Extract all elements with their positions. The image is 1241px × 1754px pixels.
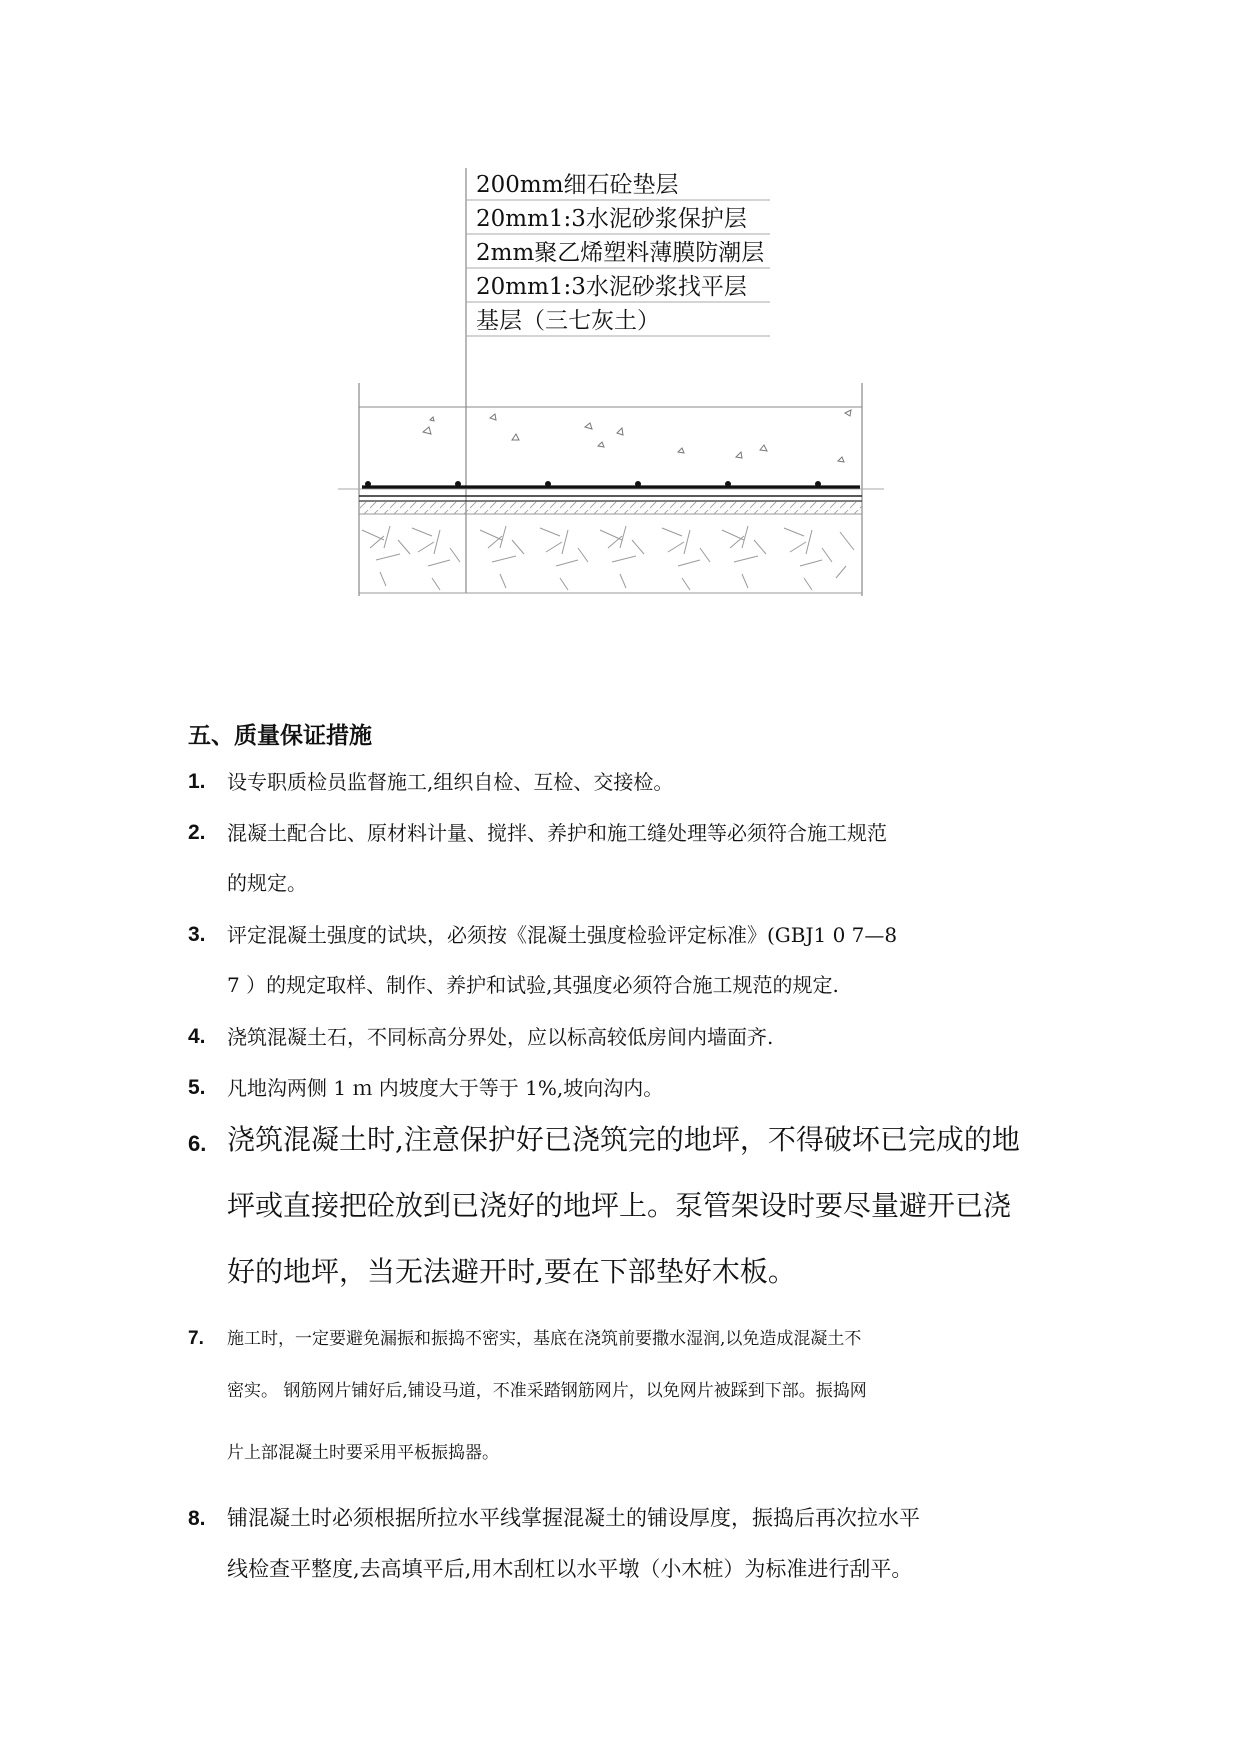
layer-label-1: 200mm细石砼垫层 bbox=[476, 172, 679, 198]
item-line: 坪或直接把砼放到已浇好的地坪上。泵管架设时要尽量避开已浇 bbox=[227, 1189, 1012, 1222]
list-item-8 bbox=[188, 1493, 1068, 1595]
layer-label-4: 20mm1:3水泥砂浆找平层 bbox=[476, 274, 747, 300]
item-line: 设专职质检员监督施工,组织自检、互检、交接检。 bbox=[227, 770, 674, 794]
list-item-6 bbox=[188, 1107, 1068, 1305]
item-line: 混凝土配合比、原材料计量、搅拌、养护和施工缝处理等必须符合施工规范 bbox=[227, 821, 887, 845]
item-line: 线检查平整度,去高填平后,用木刮杠以水平墩（小木桩）为标准进行刮平。 bbox=[227, 1557, 913, 1581]
layer-label-3: 2mm聚乙烯塑料薄膜防潮层 bbox=[476, 240, 765, 266]
list-item-3 bbox=[188, 910, 1068, 1010]
layer-label-2: 20mm1:3水泥砂浆保护层 bbox=[476, 206, 747, 232]
item-line: 片上部混凝土时要采用平板振捣器。 bbox=[227, 1443, 499, 1463]
item-number: 8. bbox=[188, 1507, 206, 1530]
item-line: 的规定。 bbox=[227, 871, 307, 895]
list-item-7 bbox=[188, 1313, 1068, 1479]
item-line: 7 ）的规定取样、制作、养护和试验,其强度必须符合施工规范的规定. bbox=[227, 973, 839, 997]
lime-soil-base bbox=[362, 526, 854, 590]
item-line: 浇筑混凝土石，不同标高分界处，应以标高较低房间内墙面齐. bbox=[227, 1025, 774, 1049]
layer-label-5: 基层（三七灰土） bbox=[476, 308, 660, 334]
list-item-1 bbox=[188, 757, 1068, 807]
concrete-aggregate bbox=[423, 410, 851, 462]
item-number: 4. bbox=[188, 1025, 206, 1048]
item-number: 5. bbox=[188, 1076, 206, 1099]
list-item-5 bbox=[188, 1063, 1068, 1113]
item-line: 施工时，一定要避免漏振和振捣不密实，基底在浇筑前要撒水湿润,以免造成混凝土不 bbox=[227, 1329, 862, 1349]
item-line: 浇筑混凝土时,注意保护好已浇筑完的地坪，不得破坏已完成的地 bbox=[227, 1123, 1020, 1156]
item-number: 3. bbox=[188, 923, 206, 946]
item-line: 好的地坪，当无法避开时,要在下部垫好木板。 bbox=[227, 1255, 796, 1288]
item-number: 7. bbox=[188, 1328, 204, 1349]
item-line: 凡地沟两侧 1 ｍ 内坡度大于等于 1%,坡向沟内。 bbox=[227, 1076, 664, 1100]
item-number: 1. bbox=[188, 770, 206, 793]
list-item-4 bbox=[188, 1012, 1068, 1062]
list-item-2 bbox=[188, 808, 1068, 908]
item-line: 评定混凝土强度的试块，必须按《混凝土强度检验评定标准》(GBJ1 0 7—8 bbox=[227, 923, 898, 947]
item-line: 密实。 钢筋网片铺好后,铺设马道，不准采踏钢筋网片，以免网片被踩到下部。振捣网 bbox=[227, 1381, 867, 1401]
item-line: 铺混凝土时必须根据所拉水平线掌握混凝土的铺设厚度，振捣后再次拉水平 bbox=[227, 1506, 920, 1530]
item-number: 6. bbox=[188, 1131, 207, 1156]
item-number: 2. bbox=[188, 821, 206, 844]
screed-hatch bbox=[359, 502, 862, 514]
section-heading: 五、质量保证措施 bbox=[188, 723, 372, 749]
